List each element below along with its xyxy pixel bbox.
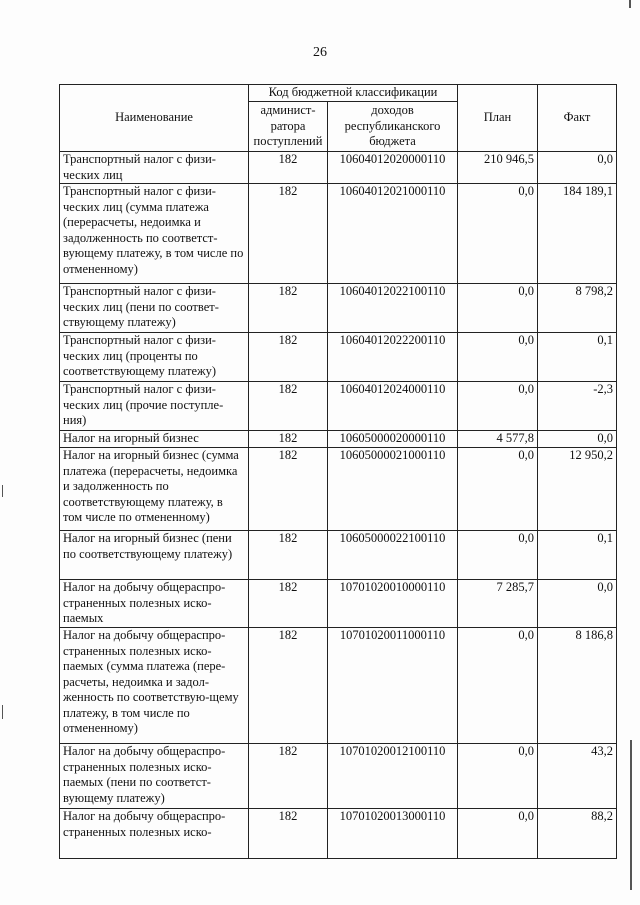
cell-name: Налог на добычу общераспро-страненных полезных иско-: [60, 809, 249, 859]
cell-code: 10604012024000110: [328, 382, 458, 431]
cell-name: Налог на добычу общераспро-страненных полезных иско-паемых (сумма платежа (пере-расчеты, недоимка и задол-женность по соответствую-щему платежу, в том числе по отмененному): [60, 628, 249, 744]
cell-name: Налог на игорный бизнес (пени по соответствующему платежу): [60, 531, 249, 580]
cell-admin: 182: [249, 184, 328, 284]
cell-code: 10701020011000110: [328, 628, 458, 744]
cell-name: Транспортный налог с физи-ческих лиц (сумма платежа (перерасчеты, недоимка и задолженность по соответст-вующему платежу, в том числе по отмененному): [60, 184, 249, 284]
cell-fact: 0,0: [538, 431, 617, 448]
cell-fact: 0,1: [538, 531, 617, 580]
cell-plan: 0,0: [458, 448, 538, 531]
cell-admin: 182: [249, 333, 328, 382]
cell-fact: 0,0: [538, 152, 617, 184]
table-row: [60, 628, 617, 744]
cell-code: 10604012020000110: [328, 152, 458, 184]
scan-margin-mark: [629, 0, 631, 8]
cell-fact: 88,2: [538, 809, 617, 859]
cell-code: 10701020010000110: [328, 580, 458, 628]
header-income: доходов республиканского бюджета: [328, 102, 458, 152]
header-code-group: Код бюджетной классификации: [249, 85, 458, 102]
cell-plan: 0,0: [458, 809, 538, 859]
cell-name: Налог на добычу общераспро-страненных полезных иско-паемых: [60, 580, 249, 628]
cell-admin: 182: [249, 580, 328, 628]
cell-plan: 210 946,5: [458, 152, 538, 184]
cell-admin: 182: [249, 744, 328, 809]
cell-name: Транспортный налог с физи-ческих лиц: [60, 152, 249, 184]
cell-name: Налог на игорный бизнес: [60, 431, 249, 448]
cell-code: 10604012021000110: [328, 184, 458, 284]
cell-fact: 0,1: [538, 333, 617, 382]
scan-margin-mark: [2, 705, 3, 719]
cell-plan: 0,0: [458, 531, 538, 580]
cell-plan: 7 285,7: [458, 580, 538, 628]
cell-fact: 8 186,8: [538, 628, 617, 744]
table-row: [60, 809, 617, 859]
cell-admin: 182: [249, 382, 328, 431]
cell-fact: 12 950,2: [538, 448, 617, 531]
cell-admin: 182: [249, 809, 328, 859]
cell-admin: 182: [249, 284, 328, 333]
table-row: [60, 431, 617, 448]
cell-name: Налог на добычу общераспро-страненных полезных иско-паемых (пени по соответст-вующему платежу): [60, 744, 249, 809]
cell-name: Транспортный налог с физи-ческих лиц (пени по соответ-ствующему платежу): [60, 284, 249, 333]
cell-code: 10605000022100110: [328, 531, 458, 580]
header-admin: админист-ратора поступлений: [249, 102, 328, 152]
cell-plan: 4 577,8: [458, 431, 538, 448]
cell-code: 10604012022200110: [328, 333, 458, 382]
cell-name: Транспортный налог с физи-ческих лиц (проценты по соответствующему платежу): [60, 333, 249, 382]
cell-code: 10605000021000110: [328, 448, 458, 531]
cell-name: Налог на игорный бизнес (сумма платежа (перерасчеты, недоимка и задолженность по соответствующему платежу, в том числе по отмененному): [60, 448, 249, 531]
budget-income-table: [59, 84, 617, 859]
scan-margin-mark: [2, 485, 3, 497]
page-number: 26: [313, 45, 327, 60]
cell-plan: 0,0: [458, 333, 538, 382]
table-row: [60, 184, 617, 284]
cell-admin: 182: [249, 152, 328, 184]
header-name: Наименование: [60, 85, 249, 152]
cell-code: 10605000020000110: [328, 431, 458, 448]
cell-fact: 43,2: [538, 744, 617, 809]
table-row: [60, 333, 617, 382]
header-plan: План: [458, 85, 538, 152]
table-row: [60, 744, 617, 809]
cell-plan: 0,0: [458, 744, 538, 809]
cell-code: 10604012022100110: [328, 284, 458, 333]
cell-name: Транспортный налог с физи-ческих лиц (прочие поступле-ния): [60, 382, 249, 431]
cell-fact: -2,3: [538, 382, 617, 431]
cell-code: 10701020012100110: [328, 744, 458, 809]
cell-plan: 0,0: [458, 284, 538, 333]
cell-plan: 0,0: [458, 382, 538, 431]
scan-margin-mark: [630, 740, 632, 890]
header-fact: Факт: [538, 85, 617, 152]
cell-fact: 184 189,1: [538, 184, 617, 284]
cell-admin: 182: [249, 628, 328, 744]
cell-plan: 0,0: [458, 628, 538, 744]
table-row: [60, 152, 617, 184]
cell-fact: 0,0: [538, 580, 617, 628]
table-row: [60, 284, 617, 333]
cell-admin: 182: [249, 531, 328, 580]
cell-code: 10701020013000110: [328, 809, 458, 859]
cell-admin: 182: [249, 448, 328, 531]
cell-plan: 0,0: [458, 184, 538, 284]
cell-admin: 182: [249, 431, 328, 448]
table-row: [60, 382, 617, 431]
table-row: [60, 580, 617, 628]
cell-fact: 8 798,2: [538, 284, 617, 333]
table-row: [60, 531, 617, 580]
table-row: [60, 448, 617, 531]
